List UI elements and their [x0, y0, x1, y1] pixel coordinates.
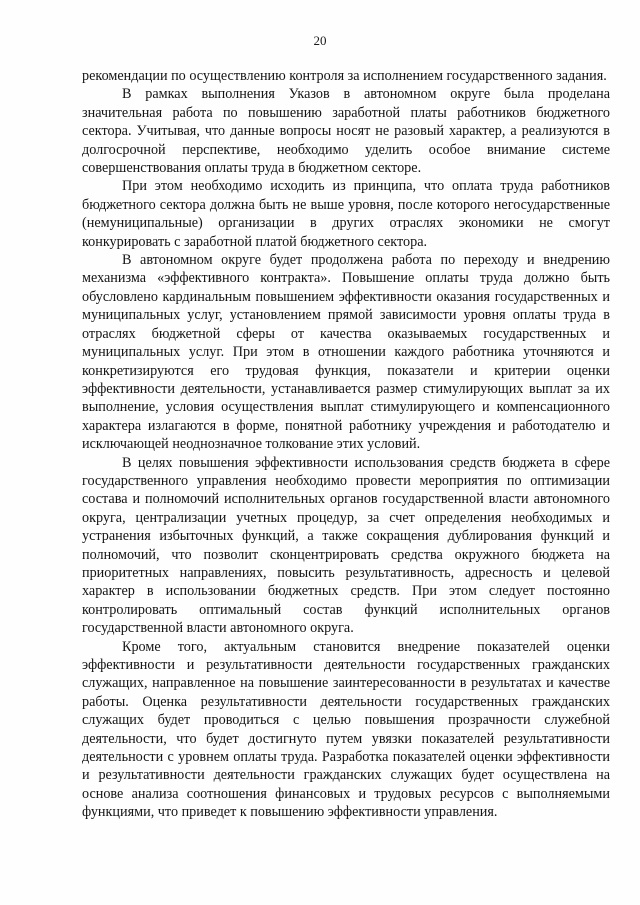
paragraph-continuation: рекомендации по осуществлению контроля за исполнением государственного задания. — [82, 68, 607, 84]
paragraph-budget-efficiency: В целях повышения эффективности использования средств бюджета в сфере государственного управления необходимо провести мероприятия по оптимизации состава и полномочий исполнительных органов государственной власти автономного округа, централизации учетных процедур, за счет определения необходимых и устранения избыточных функций, а также сокращения дублирования функций и полномочий, что позволит сконцентрировать средства окружного бюджета на приоритетных направлениях, повысить результативность, адресность и целевой характер в использовании бюджетных средств. При этом следует постоянно контролировать оптимальный состав функций исполнительных органов государственной власти автономного округа. — [82, 454, 610, 637]
paragraph-salary-increase: В рамках выполнения Указов в автономном округе была проделана значительная работа по повышению заработной платы работников бюджетного сектора. Учитывая, что данные вопросы носят не разовый характер, а реализуются в долгосрочной перспективе, необходимо уделить особое внимание системе совершенствования оплаты труда в бюджетном секторе. — [82, 86, 610, 177]
paragraph-performance-indicators: Кроме того, актуальным становится внедрение показателей оценки эффективности и результативности деятельности государственных гражданских служащих, направленное на повышение заинтересованности в результатах и качестве работы. Оценка результативности деятельности государственных гражданских служащих будет проводиться с целью повышения прозрачности служебной деятельности, что будет достигнуто путем увязки показателей результативности деятельности с уровнем оплаты труда. Разработка показателей оценки эффективности и результативности деятельности гражданских служащих будет осуществлена на основе анализа соотношения финансовых и трудовых ресурсов с выполняемыми функциями, что приведет к повышению эффективности управления. — [82, 638, 610, 821]
document-body — [82, 67, 610, 822]
paragraph-effective-contract: В автономном округе будет продолжена работа по переходу и внедрению механизма «эффективного контракта». Повышение оплаты труда должно быть обусловлено кардинальным повышением эффективности оказания государственных и муниципальных услуг, установлением прямой зависимости уровня оплаты труда в отраслях бюджетной сферы от качества оказываемых государственных и муниципальных услуг. При этом в отношении каждого работника уточняются и конкретизируются его трудовая функция, показатели и критерии оценки эффективности деятельности, устанавливается размер стимулирующих выплат за их выполнение, условия осуществления выплат стимулирующего и компенсационного характера излагаются в форме, понятной работнику учреждения и работодателю и исключающей неоднозначное толкование этих условий. — [82, 252, 610, 453]
page-number: 20 — [313, 33, 327, 48]
paragraph-pay-principle: При этом необходимо исходить из принципа, что оплата труда работников бюджетного сектора должна быть не выше уровня, после которого негосударственные (немуниципальные) организации в других отраслях экономики не смогут конкурировать с заработной платой бюджетного сектора. — [82, 178, 610, 250]
